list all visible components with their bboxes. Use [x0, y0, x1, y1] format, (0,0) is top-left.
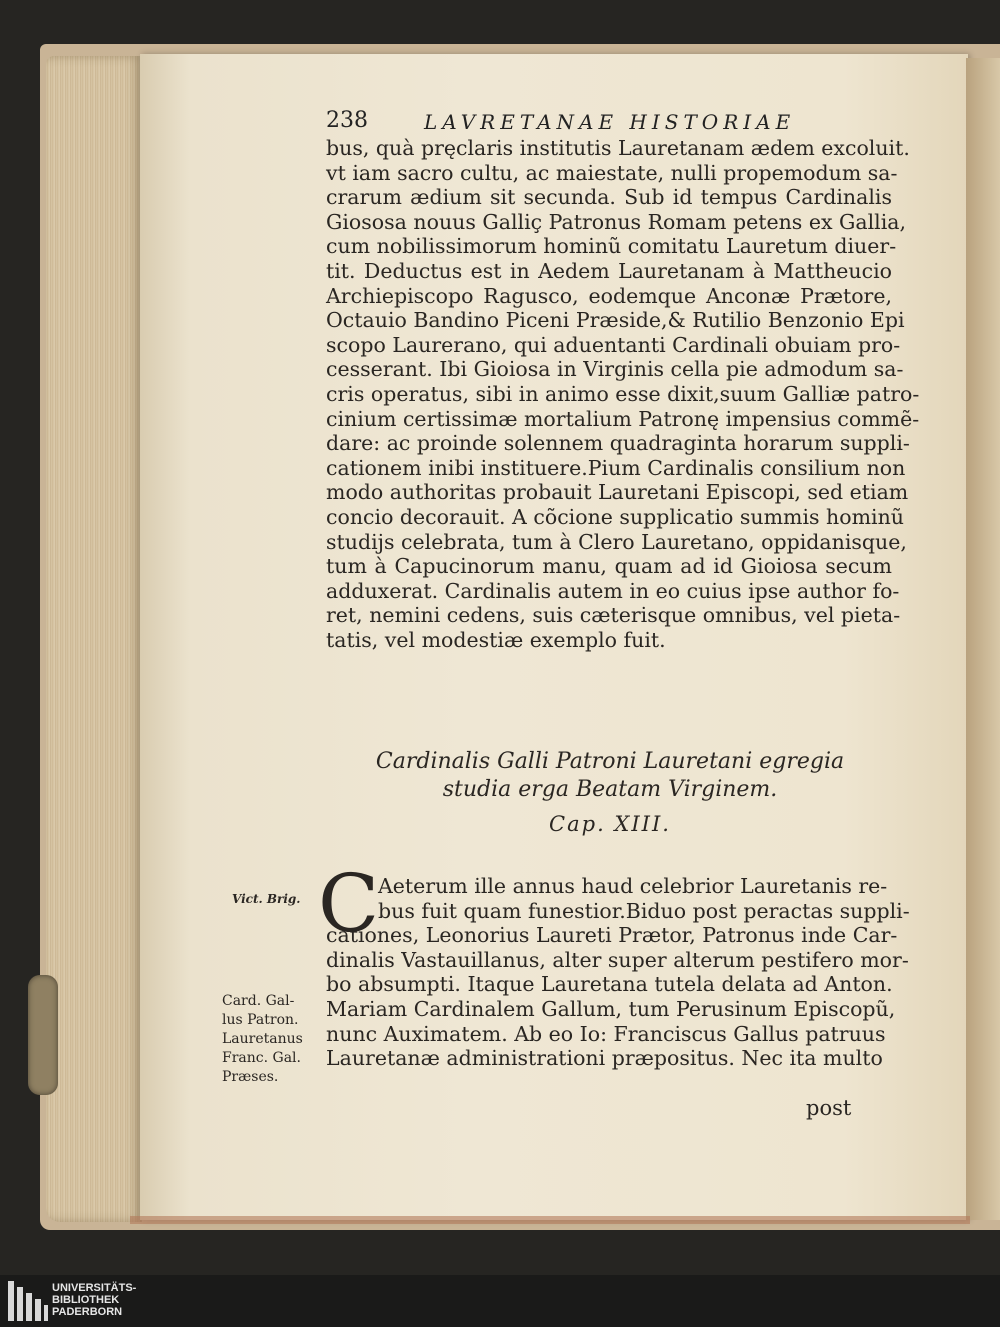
chapter-heading — [300, 748, 920, 838]
running-head — [326, 108, 886, 138]
drop-cap: C — [318, 857, 380, 950]
text-line: bo absumpti. Itaque Lauretana tutela delata ad Anton. — [326, 972, 893, 997]
bottom-edge — [130, 1216, 970, 1224]
margin-note-vict: Vict. Brig. — [232, 892, 301, 906]
running-title: LAVRETANAE HISTORIAE — [424, 110, 796, 134]
text-line: tit. Deductus est in Aedem Lauretanam à Mattheucio — [326, 258, 892, 283]
text-line: ret, nemini cedens, suis cæterisque omnibus, vel pieta- — [326, 603, 901, 628]
text-line: tatis, vel modestiæ exemplo fuit. — [326, 627, 666, 652]
text-line: cationes, Leonorius Laureti Prætor, Patronus inde Car- — [326, 923, 898, 948]
text-line: nunc Auximatem. Ab eo Io: Franciscus Gallus patruus — [326, 1021, 886, 1046]
text-line: adduxerat. Cardinalis autem in eo cuius ipse author fo- — [326, 578, 900, 603]
library-name-line: BIBLIOTHEK — [52, 1294, 120, 1306]
margin-note-line: Card. Gal- — [222, 993, 295, 1009]
text-line: bus, quà pręclaris institutis Lauretanam ædem excoluit. — [326, 136, 910, 160]
page-number: 238 — [326, 108, 368, 133]
library-name-line: UNIVERSITÄTS- — [52, 1282, 137, 1294]
library-logo-icon — [8, 1281, 48, 1321]
book-clasp — [28, 975, 58, 1095]
footer-bar — [0, 1275, 1000, 1327]
text-line: crarum ædium sit secunda. Sub id tempus Cardinalis — [326, 185, 892, 210]
text-line: bus fuit quam funestior.Biduo post peractas suppli- — [378, 898, 910, 923]
text-line: Lauretanæ administrationi præpositus. Nec ita multo — [326, 1046, 883, 1071]
chapter-number: Cap. XIII. — [549, 812, 671, 836]
margin-note-line: Franc. Gal. — [222, 1050, 301, 1066]
text-line: studijs celebrata, tum à Clero Lauretano, oppidanisque, — [326, 529, 907, 554]
text-line: Aeterum ille annus haud celebrior Lauretanis re- — [378, 874, 888, 898]
text-line: dinalis Vastauillanus, alter super alterum pestifero mor- — [326, 947, 909, 972]
text-line: concio decorauit. A cõcione supplicatio summis hominũ — [326, 504, 905, 529]
text-line: cinium certissimæ mortalium Patronę impensius commẽ- — [326, 406, 920, 431]
chapter-title-line: studia erga Beatam Virginem. — [442, 777, 778, 802]
library-name-line: PADERBORN — [52, 1306, 123, 1318]
body-text — [326, 136, 920, 652]
catchword: post — [806, 1096, 852, 1120]
text-line: cesserant. Ibi Gioiosa in Virginis cella pie admodum sa- — [326, 357, 904, 382]
library-name — [52, 1282, 136, 1318]
text-line: tum à Capucinorum manu, quam ad id Gioiosa secum — [326, 554, 892, 579]
text-line: cum nobilissimorum hominũ comitatu Lauretum diuer- — [326, 234, 897, 259]
text-line: cris operatus, sibi in animo esse dixit,suum Galliæ patro- — [326, 381, 920, 406]
text-line: dare: ac proinde solennem quadraginta horarum suppli- — [326, 431, 910, 456]
margin-note-card — [222, 992, 303, 1087]
chapter-text — [326, 874, 910, 1071]
facing-page-edge — [966, 58, 1000, 1220]
chapter-title-line: Cardinalis Galli Patroni Lauretani egregia — [375, 749, 845, 774]
margin-note-line: lus Patron. — [222, 1012, 299, 1028]
text-line: Octauio Bandino Piceni Præside,& Rutilio Benzonio Epi — [326, 308, 905, 333]
margin-note-line: Lauretanus — [222, 1031, 303, 1047]
text-line: Archiepiscopo Ragusco, eodemque Anconæ Prætore, — [326, 283, 892, 308]
text-line: vt iam sacro cultu, ac maiestate, nulli propemodum sa- — [326, 160, 898, 185]
margin-note-line: Præses. — [222, 1069, 279, 1085]
text-line: Mariam Cardinalem Gallum, tum Perusinum Episcopũ, — [326, 996, 896, 1021]
page-edges — [46, 56, 142, 1222]
text-line: modo authoritas probauit Lauretani Episcopi, sed etiam — [326, 480, 909, 505]
text-line: cationem inibi instituere.Pium Cardinalis consilium non — [326, 455, 906, 480]
text-line: Giososa nouus Galliç Patronus Romam petens ex Gallia, — [326, 209, 907, 234]
text-line: scopo Laurerano, qui aduentanti Cardinali obuiam pro- — [326, 332, 901, 357]
